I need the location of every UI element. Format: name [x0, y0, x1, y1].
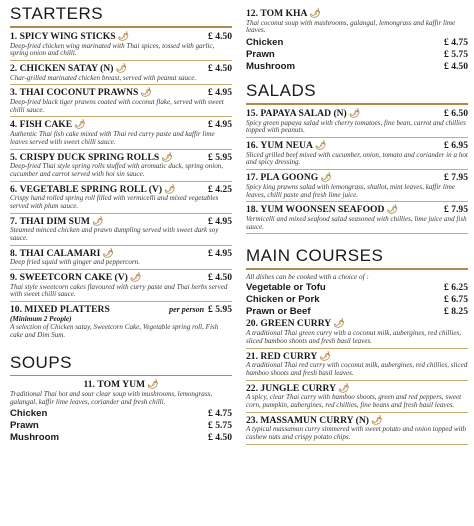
item-description: A traditional Thai green curry with a coconut milk, aubergines, red chillies, sliced bamboo shoots and fresh basil leaves. [246, 328, 462, 345]
item-price: £ 4.50 [208, 31, 232, 42]
menu-item [246, 204, 468, 234]
menu-item-tom-kha [246, 8, 468, 73]
item-description: Sliced grilled beef mixed with cucumber, onion, tomato and coriander in a hot and spicy dressing. [246, 150, 468, 167]
variant-row [246, 61, 468, 73]
item-title [10, 87, 152, 98]
item-number: 2. [10, 63, 18, 75]
item-title [10, 216, 103, 227]
item-description: A spicy, clear Thai curry with bamboo shoots, green and red peppers, sweet corn, pumpkin, aubergines, red chillies, fine beans and fresh basil leaves. [246, 393, 462, 409]
variant-label: Mushroom [10, 432, 60, 444]
variant-label: Chicken [246, 37, 284, 49]
soups-heading: SOUPS [10, 353, 232, 376]
divider [246, 233, 468, 234]
item-number: 16. [246, 140, 258, 152]
item-header [10, 87, 232, 98]
item-description: Deep-fried Thai style spring rolls stuffed with aromatic duck, spring onion, cucumber and carrot served with hoi sin sauce. [10, 162, 224, 178]
divider [246, 412, 468, 413]
item-header [246, 318, 468, 329]
chili-icon: 🌶︎ [338, 382, 350, 393]
variant-row [246, 282, 468, 294]
item-price: £ 4.50 [208, 63, 232, 75]
item-description: A typical massamun curry simmered with sweet potato and onion topped with cashew nuts and crispy potato chips. [246, 425, 467, 442]
item-price: £ 6.50 [444, 108, 468, 120]
item-header [246, 140, 468, 151]
item-number: 17. [246, 172, 258, 184]
item-header [10, 119, 232, 130]
item-number: 5. [10, 151, 18, 163]
menu-item [10, 184, 232, 214]
menu-item [246, 415, 468, 445]
item-description: Spicy green papaya salad with cherry tomatoes, fine bean, carrot and chillies topped with peanuts. [246, 118, 466, 135]
item-header [10, 63, 232, 74]
item-price: £ 5.95 [208, 304, 232, 316]
item-name: MIXED PLATTERS [24, 304, 110, 316]
menu-item [246, 108, 468, 138]
chili-icon: 🌶︎ [91, 215, 104, 226]
menu-item [246, 383, 468, 413]
starters-list [10, 31, 232, 302]
item-title [10, 63, 127, 74]
chili-icon: 🌶︎ [386, 204, 398, 215]
divider [10, 301, 232, 302]
item-name: PLA GOONG [260, 172, 319, 184]
variant-price: £ 8.25 [444, 306, 468, 318]
divider [10, 84, 232, 85]
item-description: Char-grilled marinated chicken breast, served with peanut sauce. [10, 73, 197, 82]
item-description: Authentic Thai fish cake mixed with Thai red curry paste and kaffir lime leaves served with sweet chilli sauce. [10, 129, 215, 146]
item-description: Spicy king prawns salad with lemongrass, shallot, mint leaves, kaffir lime leaves, chilli paste and fresh lime juice. [246, 182, 456, 199]
item-title [10, 272, 141, 283]
divider [10, 116, 232, 117]
item-title [246, 415, 382, 426]
divider [246, 444, 468, 445]
item-name: CHICKEN SATAY (N) [19, 63, 114, 75]
item-price: £ 7.95 [444, 172, 468, 184]
divider [246, 201, 468, 202]
main-courses-heading: MAIN COURSES [246, 246, 468, 270]
item-description: Deep-fried black tiger prawns coated with coconut flake, served with sweet chilli sauce. [10, 97, 224, 114]
item-description: Steamed minced chicken and prawn dumpling served with sweet dark soy sauce. [10, 226, 219, 243]
item-name: YUM NEUA [260, 140, 313, 152]
divider [246, 169, 468, 170]
item-description: Crispy hand rolled spring roll filled with vermicelli and mixed vegetables served with plum sauce. [10, 194, 219, 210]
item-header [10, 248, 232, 259]
variant-price: £ 4.50 [444, 61, 468, 73]
item-title [10, 248, 114, 259]
item-number: 12. [246, 8, 258, 19]
item-title [246, 318, 345, 329]
menu-item [246, 351, 468, 381]
item-number: 4. [10, 119, 18, 131]
item-title [246, 172, 332, 183]
minimum-note: (Minimum 2 People) [10, 315, 72, 324]
item-number: 22. [246, 382, 258, 394]
item-name: THAI DIM SUM [19, 215, 90, 227]
item-header [246, 172, 468, 183]
item-header [10, 272, 232, 283]
divider [246, 348, 468, 349]
divider [10, 60, 232, 61]
item-description: Thai coconut soup with mushrooms, galangal, lemongrass and kaffir lime leaves. [246, 18, 456, 35]
right-column [246, 0, 468, 447]
item-header [10, 31, 232, 42]
variant-row [246, 306, 468, 318]
item-name: MASSAMUN CURRY (N) [260, 414, 369, 426]
variant-price: £ 5.75 [444, 49, 468, 61]
item-price: £ 4.95 [208, 119, 232, 131]
menu-item [10, 216, 232, 246]
variant-row [10, 432, 232, 444]
item-name: THAI COCONUT PRAWNS [19, 87, 139, 99]
divider [246, 137, 468, 138]
variant-label: Prawn [246, 49, 275, 61]
chili-icon: 🌶︎ [161, 151, 173, 162]
menu-item [10, 87, 232, 117]
divider [246, 380, 468, 381]
item-description: Deep-fried chicken wing marinated with Thai spices, tossed with garlic, spring onion and chilli. [10, 41, 215, 58]
chili-icon: 🌶︎ [74, 119, 86, 130]
chili-icon: 🌶︎ [320, 172, 332, 183]
chili-icon: 🌶︎ [164, 183, 176, 194]
item-name: PAPAYA SALAD (N) [260, 108, 347, 120]
variant-price: £ 4.75 [444, 37, 468, 49]
item-number: 7. [10, 215, 18, 227]
divider [10, 149, 232, 150]
variant-price: £ 4.75 [208, 408, 232, 420]
item-description: Traditional Thai hot and sour clear soup with mushrooms, lemongrass, galangal, kaffir lime leaves, coriander and fresh chilli. [10, 389, 213, 406]
item-number: 18. [246, 204, 258, 216]
item-price: £ 5.95 [208, 151, 232, 163]
item-price: £ 4.95 [208, 87, 232, 99]
menu-item [246, 318, 468, 348]
protein-choices [246, 282, 468, 318]
variant-row [246, 37, 468, 49]
chili-icon: 🌶︎ [115, 63, 127, 74]
variant-row [10, 408, 232, 420]
item-title [10, 184, 175, 195]
chili-icon: 🌶︎ [314, 140, 327, 151]
menu-item [10, 248, 232, 270]
variant-row [10, 420, 232, 432]
variant-row [246, 294, 468, 306]
menu-item [10, 119, 232, 149]
variant-label: Chicken or Pork [246, 294, 320, 306]
divider [10, 269, 232, 270]
menu-item [246, 172, 468, 202]
item-number: 23. [246, 414, 258, 426]
divider [10, 213, 232, 214]
variant-row [246, 49, 468, 61]
item-description: Deep fried squid with ginger and peppercorn. [10, 258, 140, 267]
item-name: SWEETCORN CAKE (V) [19, 272, 128, 284]
item-title [246, 140, 326, 151]
item-price: £ 4.95 [208, 215, 232, 227]
item-number: 11. [83, 379, 95, 391]
item-price: £ 7.95 [444, 204, 468, 216]
variant-price: £ 4.50 [208, 432, 232, 444]
item-name: FISH CAKE [19, 119, 73, 131]
main-courses-list [246, 318, 468, 444]
item-name: THAI CALAMARI [19, 247, 101, 259]
item-number: 3. [10, 87, 18, 99]
item-title [10, 119, 86, 130]
item-title [10, 152, 173, 163]
chili-icon: 🌶︎ [309, 8, 321, 18]
item-title [246, 351, 331, 362]
chili-icon: 🌶︎ [319, 350, 331, 361]
item-name: SPICY WING STICKS [19, 31, 116, 42]
item-number: 10. [10, 304, 22, 316]
menu-item-tom-yum [10, 379, 232, 444]
item-number: 1. [10, 31, 18, 42]
item-title [246, 108, 360, 119]
variant-price: £ 6.25 [444, 282, 468, 294]
chili-icon: 🌶︎ [117, 31, 130, 41]
tom-yum-variants [10, 408, 232, 444]
item-header [246, 383, 468, 394]
item-name: RED CURRY [260, 350, 318, 362]
chili-icon: 🌶︎ [333, 318, 345, 329]
variant-label: Chicken [10, 408, 48, 420]
item-name: JUNGLE CURRY [260, 382, 337, 394]
item-number: 8. [10, 247, 18, 259]
chili-icon: 🌶︎ [348, 108, 361, 119]
menu-item [246, 140, 468, 170]
chili-icon: 🌶︎ [147, 379, 159, 390]
item-number: 6. [10, 183, 18, 195]
item-title [10, 31, 129, 42]
item-name: CRISPY DUCK SPRING ROLLS [19, 151, 160, 163]
item-header [10, 216, 232, 227]
menu-item-mixed-platters [10, 304, 232, 339]
per-person-label: per person [169, 305, 205, 315]
menu-item [10, 272, 232, 302]
item-name: GREEN CURRY [260, 318, 332, 330]
item-name: VEGETABLE SPRING ROLL (V) [19, 183, 163, 195]
salads-heading: SALADS [246, 81, 468, 105]
item-header [10, 152, 232, 163]
item-name: TOM KHA [260, 8, 308, 19]
variant-label: Prawn or Beef [246, 306, 311, 318]
chili-icon: 🌶︎ [140, 87, 152, 98]
item-header [10, 184, 232, 195]
divider [10, 181, 232, 182]
item-header [246, 415, 468, 426]
main-courses-intro: All dishes can be cooked with a choice of : [246, 273, 369, 282]
item-description: A traditional Thai red curry with coconut milk, aubergines, red chillies, sliced bamboo shoots and fresh basil leaves. [246, 361, 468, 377]
item-name: TOM YUM [97, 379, 146, 391]
item-title [246, 204, 398, 215]
item-header [246, 351, 468, 362]
left-column [10, 0, 232, 444]
item-title [246, 383, 349, 394]
chili-icon: 🌶︎ [129, 272, 142, 283]
item-number: 20. [246, 318, 258, 330]
menu-item [10, 152, 232, 182]
item-header [246, 204, 468, 215]
item-price: £ 6.95 [444, 140, 468, 152]
starters-heading: STARTERS [10, 4, 232, 28]
menu-item [10, 63, 232, 85]
salads-list [246, 108, 468, 234]
chili-icon: 🌶︎ [102, 247, 114, 258]
item-price: £ 4.50 [208, 272, 232, 284]
tom-kha-variants [246, 37, 468, 73]
item-number: 9. [10, 272, 18, 284]
chili-icon: 🌶︎ [370, 414, 383, 425]
variant-price: £ 6.75 [444, 294, 468, 306]
item-name: YUM WOONSEN SEAFOOD [260, 204, 385, 216]
item-price: £ 4.95 [208, 247, 232, 259]
item-number: 15. [246, 108, 258, 120]
item-description: A selection of Chicken satay, Sweetcorn Cake, Vegetable spring roll, Fish cake and Dim Sum. [10, 322, 219, 339]
item-header [246, 108, 468, 119]
variant-label: Prawn [10, 420, 39, 432]
menu-item [10, 31, 232, 61]
variant-price: £ 5.75 [208, 420, 232, 432]
item-description: Vermicelli and mixed seafood salad seasoned with chillies, lime juice and fish sauce. [246, 214, 467, 231]
item-number: 21. [246, 350, 258, 362]
variant-label: Vegetable or Tofu [246, 282, 326, 294]
item-description: Thai style sweetcorn cakes flavoured with curry paste and Thai herbs served with sweet chilli sauce. [10, 282, 228, 299]
item-price: £ 4.25 [208, 183, 232, 195]
variant-label: Mushroom [246, 61, 296, 73]
divider [10, 245, 232, 246]
